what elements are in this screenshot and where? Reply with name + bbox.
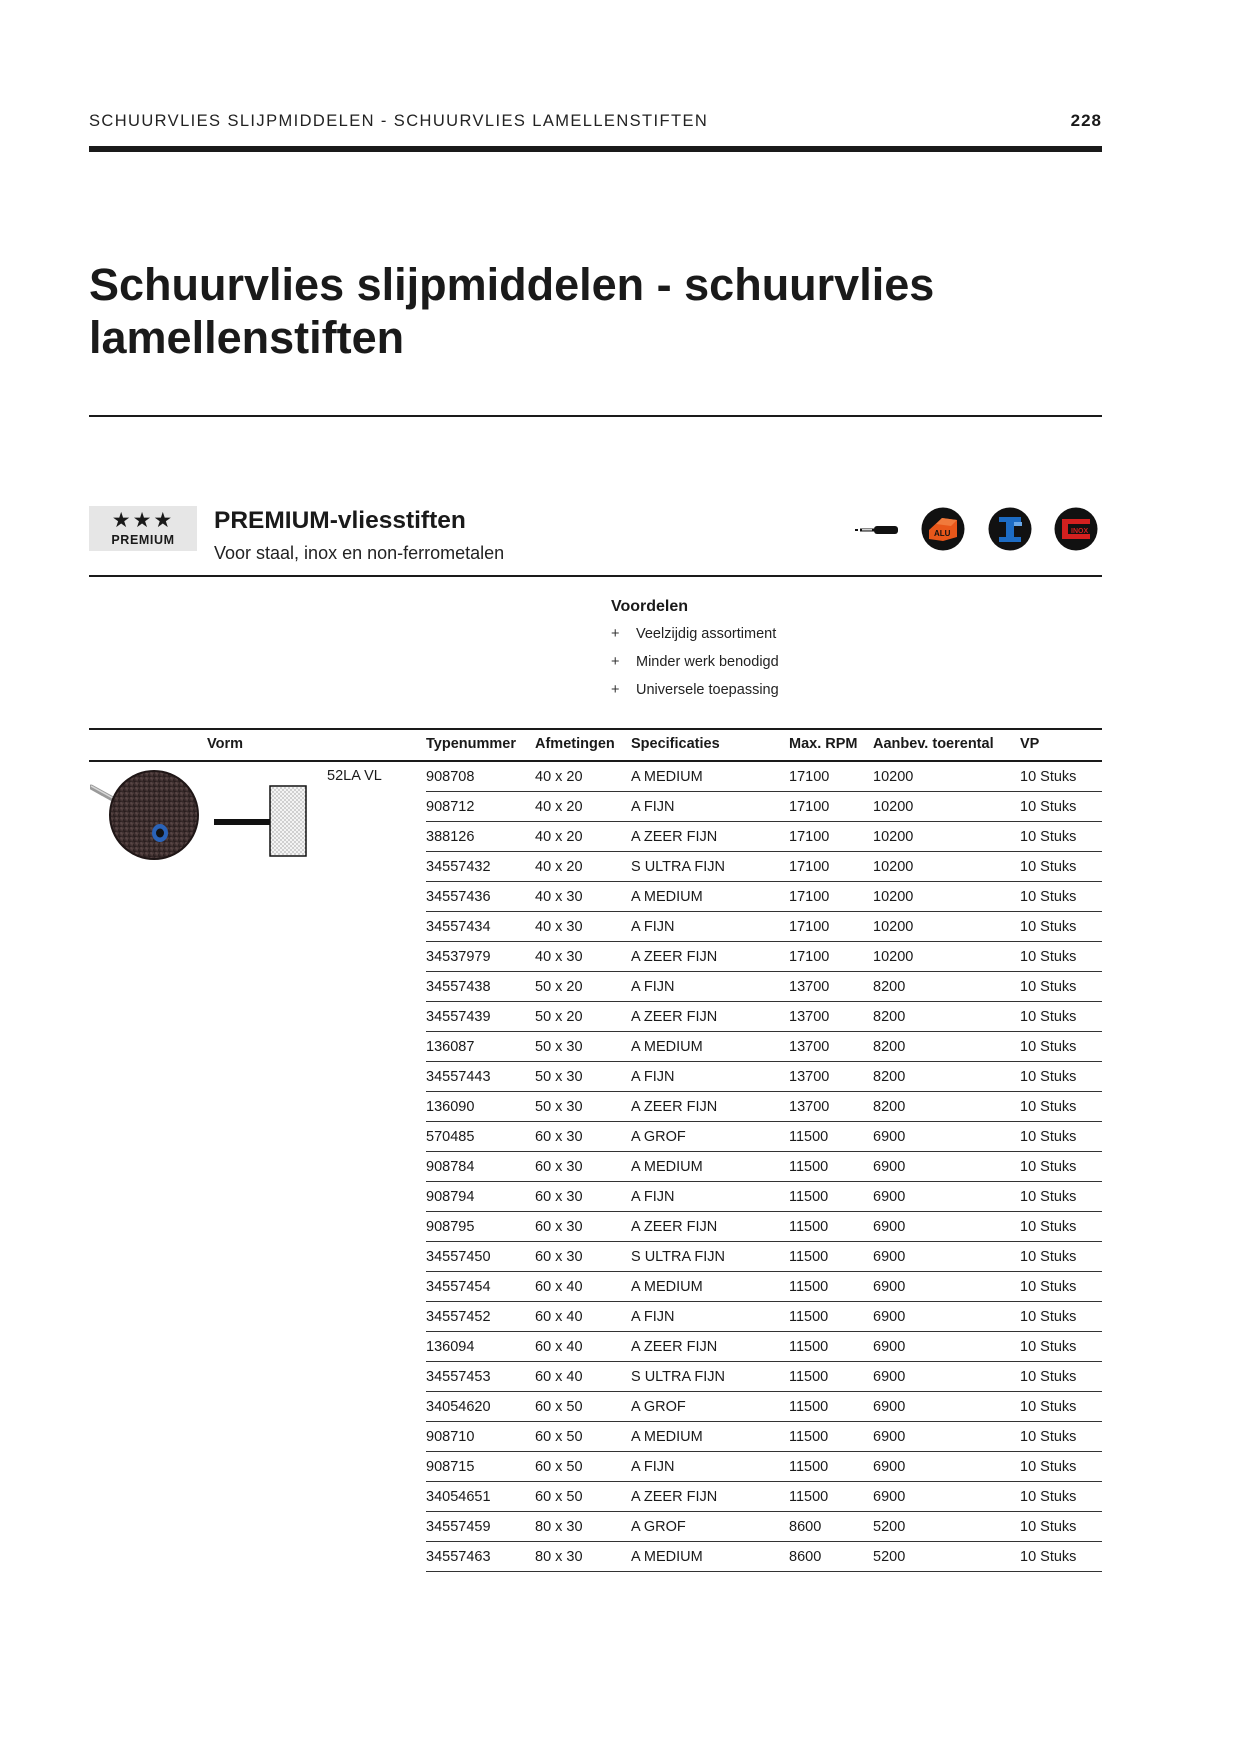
premium-stars-icon: ★★★ bbox=[111, 509, 175, 532]
typenummer-cell: 908794 bbox=[426, 1189, 475, 1205]
typenummer-cell: 908712 bbox=[426, 799, 475, 815]
aanbev-toerental-cell: 8200 bbox=[873, 1009, 906, 1025]
vp-cell: 10 Stuks bbox=[1020, 1489, 1077, 1505]
vp-cell: 10 Stuks bbox=[1020, 1159, 1077, 1175]
max-rpm-cell: 8600 bbox=[789, 1549, 822, 1565]
table-row bbox=[426, 1122, 1102, 1152]
table-row bbox=[426, 1512, 1102, 1542]
specificaties-cell: A FIJN bbox=[631, 1189, 675, 1205]
table-row bbox=[426, 1002, 1102, 1032]
page-number: 228 bbox=[1070, 111, 1102, 130]
header-breadcrumb: SCHUURVLIES SLIJPMIDDELEN - SCHUURVLIES LAMELLENSTIFTEN bbox=[89, 112, 709, 130]
aanbev-toerental-cell: 6900 bbox=[873, 1219, 906, 1235]
typenummer-cell: 34557453 bbox=[426, 1369, 491, 1385]
aanbev-toerental-cell: 6900 bbox=[873, 1399, 906, 1415]
vp-cell: 10 Stuks bbox=[1020, 1369, 1077, 1385]
aanbev-toerental-cell: 8200 bbox=[873, 1069, 906, 1085]
specificaties-cell: A FIJN bbox=[631, 799, 675, 815]
vp-cell: 10 Stuks bbox=[1020, 1129, 1077, 1145]
shape-drawing bbox=[214, 785, 310, 857]
aanbev-toerental-cell: 6900 bbox=[873, 1189, 906, 1205]
aanbev-toerental-cell: 10200 bbox=[873, 799, 914, 815]
specificaties-cell: A FIJN bbox=[631, 919, 675, 935]
max-rpm-cell: 13700 bbox=[789, 1069, 830, 1085]
afmetingen-cell: 40 x 30 bbox=[535, 919, 583, 935]
aanbev-toerental-cell: 8200 bbox=[873, 979, 906, 995]
benefit-text: Veelzijdig assortiment bbox=[636, 626, 777, 642]
plus-icon: + bbox=[611, 682, 620, 698]
afmetingen-cell: 60 x 50 bbox=[535, 1399, 583, 1415]
max-rpm-cell: 11500 bbox=[789, 1279, 829, 1295]
table-row bbox=[426, 1482, 1102, 1512]
table-row bbox=[426, 1362, 1102, 1392]
vp-cell: 10 Stuks bbox=[1020, 1309, 1077, 1325]
aanbev-toerental-cell: 6900 bbox=[873, 1489, 906, 1505]
table-row bbox=[426, 1302, 1102, 1332]
benefit-item bbox=[611, 676, 779, 704]
header-aanbev-toerental: Aanbev. toerental bbox=[873, 736, 994, 752]
max-rpm-cell: 11500 bbox=[789, 1399, 829, 1415]
benefit-item bbox=[611, 648, 779, 676]
max-rpm-cell: 11500 bbox=[789, 1159, 829, 1175]
vp-cell: 10 Stuks bbox=[1020, 829, 1077, 845]
typenummer-cell: 136087 bbox=[426, 1039, 475, 1055]
afmetingen-cell: 60 x 40 bbox=[535, 1279, 583, 1295]
typenummer-cell: 34557434 bbox=[426, 919, 491, 935]
vp-cell: 10 Stuks bbox=[1020, 1249, 1077, 1265]
typenummer-cell: 136094 bbox=[426, 1339, 475, 1355]
aanbev-toerental-cell: 8200 bbox=[873, 1099, 906, 1115]
table-row bbox=[426, 882, 1102, 912]
vp-cell: 10 Stuks bbox=[1020, 1519, 1077, 1535]
vp-cell: 10 Stuks bbox=[1020, 1189, 1077, 1205]
afmetingen-cell: 50 x 20 bbox=[535, 1009, 583, 1025]
alu-material-icon bbox=[921, 507, 965, 551]
afmetingen-cell: 60 x 30 bbox=[535, 1219, 583, 1235]
premium-label: PREMIUM bbox=[111, 533, 175, 547]
benefit-text: Universele toepassing bbox=[636, 682, 779, 698]
typenummer-cell: 570485 bbox=[426, 1129, 475, 1145]
typenummer-cell: 34557459 bbox=[426, 1519, 491, 1535]
vp-cell: 10 Stuks bbox=[1020, 1339, 1077, 1355]
typenummer-cell: 34557452 bbox=[426, 1309, 491, 1325]
specificaties-cell: A GROF bbox=[631, 1519, 686, 1535]
afmetingen-cell: 60 x 30 bbox=[535, 1159, 583, 1175]
table-row bbox=[426, 912, 1102, 942]
specificaties-cell: A ZEER FIJN bbox=[631, 1339, 718, 1355]
max-rpm-cell: 17100 bbox=[789, 799, 830, 815]
typenummer-cell: 908784 bbox=[426, 1159, 475, 1175]
table-row bbox=[426, 1212, 1102, 1242]
max-rpm-cell: 11500 bbox=[789, 1129, 829, 1145]
aanbev-toerental-cell: 6900 bbox=[873, 1369, 906, 1385]
aanbev-toerental-cell: 10200 bbox=[873, 889, 914, 905]
table-row bbox=[426, 942, 1102, 972]
aanbev-toerental-cell: 5200 bbox=[873, 1519, 906, 1535]
max-rpm-cell: 11500 bbox=[789, 1189, 829, 1205]
afmetingen-cell: 60 x 40 bbox=[535, 1339, 583, 1355]
ind-icon-label: INOX bbox=[1071, 528, 1089, 535]
vp-cell: 10 Stuks bbox=[1020, 889, 1077, 905]
max-rpm-cell: 11500 bbox=[789, 1429, 829, 1445]
afmetingen-cell: 40 x 20 bbox=[535, 769, 583, 785]
aanbev-toerental-cell: 6900 bbox=[873, 1129, 906, 1145]
benefits-heading: Voordelen bbox=[611, 598, 689, 615]
aanbev-toerental-cell: 10200 bbox=[873, 859, 914, 875]
typenummer-cell: 34054620 bbox=[426, 1399, 491, 1415]
max-rpm-cell: 13700 bbox=[789, 1009, 830, 1025]
header-vorm: Vorm bbox=[207, 736, 243, 752]
typenummer-cell: 388126 bbox=[426, 829, 475, 845]
aanbev-toerental-cell: 10200 bbox=[873, 919, 914, 935]
max-rpm-cell: 17100 bbox=[789, 919, 830, 935]
max-rpm-cell: 8600 bbox=[789, 1519, 822, 1535]
afmetingen-cell: 50 x 30 bbox=[535, 1099, 583, 1115]
max-rpm-cell: 11500 bbox=[789, 1489, 829, 1505]
table-row bbox=[426, 1032, 1102, 1062]
vp-cell: 10 Stuks bbox=[1020, 1279, 1077, 1295]
aanbev-toerental-cell: 6900 bbox=[873, 1429, 906, 1445]
max-rpm-cell: 11500 bbox=[789, 1219, 829, 1235]
product-title: PREMIUM-vliesstiften bbox=[214, 507, 466, 534]
table-row bbox=[426, 1422, 1102, 1452]
max-rpm-cell: 11500 bbox=[789, 1249, 829, 1265]
header-rule bbox=[89, 146, 1102, 152]
plus-icon: + bbox=[611, 626, 620, 642]
table-row bbox=[426, 1392, 1102, 1422]
vp-cell: 10 Stuks bbox=[1020, 1549, 1077, 1565]
table-row bbox=[426, 972, 1102, 1002]
afmetingen-cell: 80 x 30 bbox=[535, 1519, 583, 1535]
ind-material-icon bbox=[1054, 507, 1098, 551]
afmetingen-cell: 50 x 20 bbox=[535, 979, 583, 995]
specificaties-cell: A GROF bbox=[631, 1399, 686, 1415]
specificaties-cell: A FIJN bbox=[631, 1309, 675, 1325]
plus-icon: + bbox=[611, 654, 620, 670]
header-vp: VP bbox=[1020, 736, 1040, 752]
vp-cell: 10 Stuks bbox=[1020, 769, 1077, 785]
specificaties-cell: A MEDIUM bbox=[631, 1039, 703, 1055]
afmetingen-cell: 60 x 40 bbox=[535, 1369, 583, 1385]
max-rpm-cell: 17100 bbox=[789, 889, 830, 905]
afmetingen-cell: 60 x 30 bbox=[535, 1249, 583, 1265]
benefits-list bbox=[611, 620, 779, 704]
inox-material-icon bbox=[988, 507, 1032, 551]
shape-code: 52LA VL bbox=[327, 768, 382, 784]
afmetingen-cell: 40 x 30 bbox=[535, 889, 583, 905]
vp-cell: 10 Stuks bbox=[1020, 919, 1077, 935]
specificaties-cell: S ULTRA FIJN bbox=[631, 859, 725, 875]
specificaties-cell: A FIJN bbox=[631, 1459, 675, 1475]
max-rpm-cell: 17100 bbox=[789, 949, 830, 965]
max-rpm-cell: 17100 bbox=[789, 859, 830, 875]
afmetingen-cell: 40 x 20 bbox=[535, 799, 583, 815]
afmetingen-cell: 60 x 40 bbox=[535, 1309, 583, 1325]
specificaties-cell: A ZEER FIJN bbox=[631, 829, 718, 845]
vp-cell: 10 Stuks bbox=[1020, 1099, 1077, 1115]
typenummer-cell: 908708 bbox=[426, 769, 475, 785]
page-title: Schuurvlies slijpmiddelen - schuurvlies lamellenstiften bbox=[89, 259, 935, 363]
typenummer-cell: 34557463 bbox=[426, 1549, 491, 1565]
vp-cell: 10 Stuks bbox=[1020, 949, 1077, 965]
specificaties-cell: S ULTRA FIJN bbox=[631, 1249, 725, 1265]
aanbev-toerental-cell: 6900 bbox=[873, 1159, 906, 1175]
afmetingen-cell: 60 x 50 bbox=[535, 1459, 583, 1475]
afmetingen-cell: 50 x 30 bbox=[535, 1039, 583, 1055]
vp-cell: 10 Stuks bbox=[1020, 979, 1077, 995]
specificaties-cell: A MEDIUM bbox=[631, 889, 703, 905]
typenummer-cell: 34537979 bbox=[426, 949, 491, 965]
max-rpm-cell: 11500 bbox=[789, 1369, 829, 1385]
vp-cell: 10 Stuks bbox=[1020, 1219, 1077, 1235]
table-row bbox=[426, 1272, 1102, 1302]
table-row bbox=[426, 1542, 1102, 1572]
max-rpm-cell: 13700 bbox=[789, 1099, 830, 1115]
benefit-text: Minder werk benodigd bbox=[636, 654, 779, 670]
title-rule bbox=[89, 415, 1102, 417]
table-row bbox=[426, 1332, 1102, 1362]
aanbev-toerental-cell: 5200 bbox=[873, 1549, 906, 1565]
specificaties-cell: A MEDIUM bbox=[631, 1159, 703, 1175]
afmetingen-cell: 60 x 50 bbox=[535, 1429, 583, 1445]
aanbev-toerental-cell: 6900 bbox=[873, 1249, 906, 1265]
aanbev-toerental-cell: 6900 bbox=[873, 1339, 906, 1355]
afmetingen-cell: 60 x 30 bbox=[535, 1129, 583, 1145]
product-table-body bbox=[426, 762, 1102, 1572]
typenummer-cell: 34054651 bbox=[426, 1489, 491, 1505]
typenummer-cell: 34557436 bbox=[426, 889, 491, 905]
afmetingen-cell: 40 x 20 bbox=[535, 829, 583, 845]
afmetingen-cell: 50 x 30 bbox=[535, 1069, 583, 1085]
vp-cell: 10 Stuks bbox=[1020, 1009, 1077, 1025]
table-row bbox=[426, 762, 1102, 792]
max-rpm-cell: 11500 bbox=[789, 1339, 829, 1355]
aanbev-toerental-cell: 10200 bbox=[873, 769, 914, 785]
specificaties-cell: A FIJN bbox=[631, 1069, 675, 1085]
typenummer-cell: 34557439 bbox=[426, 1009, 491, 1025]
table-row bbox=[426, 1452, 1102, 1482]
specificaties-cell: S ULTRA FIJN bbox=[631, 1369, 725, 1385]
vp-cell: 10 Stuks bbox=[1020, 1429, 1077, 1445]
aanbev-toerental-cell: 10200 bbox=[873, 949, 914, 965]
max-rpm-cell: 13700 bbox=[789, 1039, 830, 1055]
specificaties-cell: A MEDIUM bbox=[631, 769, 703, 785]
table-row bbox=[426, 1182, 1102, 1212]
typenummer-cell: 34557432 bbox=[426, 859, 491, 875]
table-row bbox=[426, 1092, 1102, 1122]
afmetingen-cell: 60 x 30 bbox=[535, 1189, 583, 1205]
specificaties-cell: A MEDIUM bbox=[631, 1549, 703, 1565]
specificaties-cell: A ZEER FIJN bbox=[631, 1219, 718, 1235]
table-row bbox=[426, 792, 1102, 822]
aanbev-toerental-cell: 6900 bbox=[873, 1309, 906, 1325]
typenummer-cell: 34557454 bbox=[426, 1279, 491, 1295]
table-row bbox=[426, 852, 1102, 882]
aanbev-toerental-cell: 6900 bbox=[873, 1459, 906, 1475]
alu-icon-label: ALU bbox=[934, 529, 951, 538]
max-rpm-cell: 17100 bbox=[789, 769, 830, 785]
max-rpm-cell: 11500 bbox=[789, 1459, 829, 1475]
specificaties-cell: A MEDIUM bbox=[631, 1279, 703, 1295]
typenummer-cell: 908715 bbox=[426, 1459, 475, 1475]
vp-cell: 10 Stuks bbox=[1020, 1459, 1077, 1475]
afmetingen-cell: 40 x 30 bbox=[535, 949, 583, 965]
table-row bbox=[426, 1242, 1102, 1272]
vp-cell: 10 Stuks bbox=[1020, 1399, 1077, 1415]
table-row bbox=[426, 1062, 1102, 1092]
table-row bbox=[426, 1152, 1102, 1182]
max-rpm-cell: 17100 bbox=[789, 829, 830, 845]
typenummer-cell: 34557450 bbox=[426, 1249, 491, 1265]
typenummer-cell: 34557438 bbox=[426, 979, 491, 995]
vp-cell: 10 Stuks bbox=[1020, 859, 1077, 875]
afmetingen-cell: 40 x 20 bbox=[535, 859, 583, 875]
product-subtitle: Voor staal, inox en non-ferrometalen bbox=[214, 543, 505, 563]
vp-cell: 10 Stuks bbox=[1020, 1039, 1077, 1055]
afmetingen-cell: 80 x 30 bbox=[535, 1549, 583, 1565]
typenummer-cell: 908710 bbox=[426, 1429, 475, 1445]
header-afmetingen: Afmetingen bbox=[535, 736, 615, 752]
max-rpm-cell: 13700 bbox=[789, 979, 830, 995]
aanbev-toerental-cell: 8200 bbox=[873, 1039, 906, 1055]
typenummer-cell: 136090 bbox=[426, 1099, 475, 1115]
afmetingen-cell: 60 x 50 bbox=[535, 1489, 583, 1505]
header-max-rpm: Max. RPM bbox=[789, 736, 858, 752]
vp-cell: 10 Stuks bbox=[1020, 1069, 1077, 1085]
specificaties-cell: A ZEER FIJN bbox=[631, 1099, 718, 1115]
typenummer-cell: 908795 bbox=[426, 1219, 475, 1235]
product-photo bbox=[90, 767, 200, 863]
header-typenummer: Typenummer bbox=[426, 736, 516, 752]
typenummer-cell: 34557443 bbox=[426, 1069, 491, 1085]
specificaties-cell: A ZEER FIJN bbox=[631, 1489, 718, 1505]
table-top-rule bbox=[89, 728, 1102, 730]
premium-badge bbox=[89, 506, 197, 551]
specificaties-cell: A ZEER FIJN bbox=[631, 949, 718, 965]
table-row bbox=[426, 822, 1102, 852]
vp-cell: 10 Stuks bbox=[1020, 799, 1077, 815]
header-specificaties: Specificaties bbox=[631, 736, 720, 752]
product-rule bbox=[89, 575, 1102, 577]
max-rpm-cell: 11500 bbox=[789, 1309, 829, 1325]
specificaties-cell: A FIJN bbox=[631, 979, 675, 995]
aanbev-toerental-cell: 10200 bbox=[873, 829, 914, 845]
aanbev-toerental-cell: 6900 bbox=[873, 1279, 906, 1295]
benefit-item bbox=[611, 620, 779, 648]
specificaties-cell: A GROF bbox=[631, 1129, 686, 1145]
drill-tool-icon bbox=[855, 524, 901, 536]
specificaties-cell: A ZEER FIJN bbox=[631, 1009, 718, 1025]
specificaties-cell: A MEDIUM bbox=[631, 1429, 703, 1445]
